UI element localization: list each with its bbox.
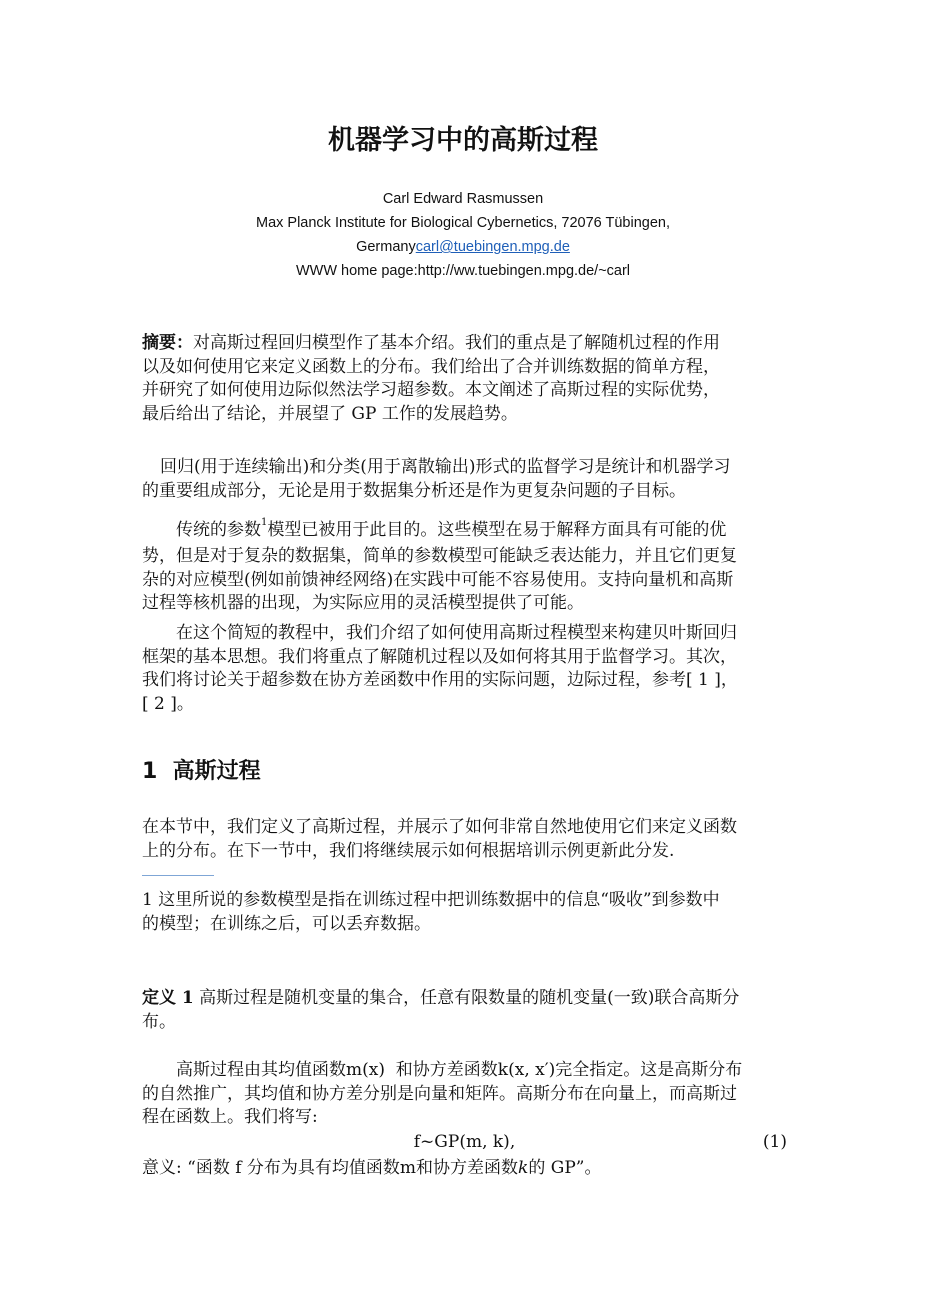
text-fragment: 完全指定。这是高斯分布 xyxy=(555,1060,743,1080)
mean-symbol: m xyxy=(399,1158,417,1178)
page-title: 机器学习中的高斯过程 xyxy=(328,125,598,156)
abstract-line: 最后给出了结论，并展望了 GP 工作的发展趋势。 xyxy=(142,403,518,424)
text-line: 杂的对应模型(例如前馈神经网络)在实践中可能不容易使用。支持向量机和高斯 xyxy=(142,569,734,590)
author-country: Germany xyxy=(356,239,416,255)
definition-line: 高斯过程是随机变量的集合，任意有限数量的随机变量(一致)联合高斯分 xyxy=(193,988,740,1008)
abstract xyxy=(142,332,787,426)
text-fragment: 意义: “函数 f 分布为具有均值函数 xyxy=(142,1158,400,1178)
mean-function: m(x) xyxy=(346,1060,385,1080)
footnote-rule xyxy=(142,875,214,876)
text-line: 模型已被用于此目的。这些模型在易于解释方面具有可能的优 xyxy=(267,520,727,540)
equation-number: (1) xyxy=(762,1132,787,1152)
text-line: 的自然推广，其均值和协方差分别是向量和矩阵。高斯分布在向量上，而高斯过 xyxy=(142,1083,737,1104)
equation-body: f~GP(m, k), xyxy=(413,1132,516,1152)
author-country-email xyxy=(0,238,926,256)
text-line: 传统的参数 xyxy=(176,520,261,540)
text-line: 我们将讨论关于超参数在协方差函数中作用的实际问题，边际过程，参考[ 1 ]， xyxy=(142,670,738,690)
definition-line: 布。 xyxy=(142,1011,176,1032)
text-line: 势，但是对于复杂的数据集，简单的参数模型可能缺乏表达能力，并且它们更复 xyxy=(142,546,737,566)
equation-1 xyxy=(142,1132,787,1152)
kernel-symbol: k xyxy=(518,1158,529,1178)
abstract-label: 摘要： xyxy=(142,333,193,353)
text-line: 的重要组成部分，无论是用于数据集分析还是作为更复杂问题的子目标。 xyxy=(142,480,686,501)
author-email-link[interactable]: carl@tuebingen.mpg.de xyxy=(415,239,570,255)
text-line: 回归(用于连续输出)和分类(用于离散输出)形式的监督学习是统计和机器学习 xyxy=(160,457,731,477)
text-line: 上的分布。在下一节中，我们将继续展示如何根据培训示例更新此分发. xyxy=(142,840,675,861)
intro-paragraph-3 xyxy=(142,622,787,716)
footnote-marker[interactable]: 1 xyxy=(261,517,268,528)
definition-label: 定义 1 xyxy=(142,988,194,1008)
section-heading xyxy=(142,754,261,785)
abstract-line: 对高斯过程回归模型作了基本介绍。我们的重点是了解随机过程的作用 xyxy=(193,333,720,353)
footnote xyxy=(142,889,787,936)
intro-paragraph-1 xyxy=(142,456,787,503)
section-title: 高斯过程 xyxy=(172,759,261,784)
text-line: 在这个简短的教程中，我们介绍了如何使用高斯过程模型来构建贝叶斯回归 xyxy=(176,623,737,643)
text-fragment: 和协方差函数 xyxy=(384,1060,498,1080)
text-fragment: 的 GP”。 xyxy=(528,1158,602,1178)
text-fragment: 高斯过程由其均值函数 xyxy=(176,1060,346,1080)
author-name: Carl Edward Rasmussen xyxy=(382,191,544,207)
text-line: [ 2 ]。 xyxy=(142,693,194,714)
intro-paragraph-2 xyxy=(142,515,787,616)
abstract-line: 并研究了如何使用边际似然法学习超参数。本文阐述了高斯过程的实际优势， xyxy=(142,380,720,400)
author-homepage: WWW home page:http://ww.tuebingen.mpg.de/~carl xyxy=(295,263,631,279)
footnote-line: 1 这里所说的参数模型是指在训练过程中把训练数据中的信息“吸收”到参数中 xyxy=(142,890,720,910)
section1-paragraph xyxy=(142,816,787,863)
definition xyxy=(142,987,787,1034)
meaning-line xyxy=(142,1157,787,1181)
author-affiliation: Max Planck Institute for Biological Cybernetics, 72076 Tübingen, xyxy=(255,215,670,231)
footnote-line: 的模型；在训练之后，可以丢弃数据。 xyxy=(142,913,431,934)
text-line: 过程等核机器的出现，为实际应用的灵活模型提供了可能。 xyxy=(142,593,584,613)
text-line: 在本节中，我们定义了高斯过程，并展示了如何非常自然地使用它们来定义函数 xyxy=(142,817,737,837)
text-line: 框架的基本思想。我们将重点了解随机过程以及如何将其用于监督学习。其次， xyxy=(142,646,737,667)
covariance-function: k(x, x′) xyxy=(497,1060,556,1080)
section-number: 1 xyxy=(142,759,158,784)
gp-paragraph xyxy=(142,1059,787,1130)
text-fragment: 和协方差函数 xyxy=(416,1158,519,1178)
text-line: 程在函数上。我们将写: xyxy=(142,1107,318,1127)
abstract-line: 以及如何使用它来定义函数上的分布。我们给出了合并训练数据的简单方程， xyxy=(142,356,720,377)
